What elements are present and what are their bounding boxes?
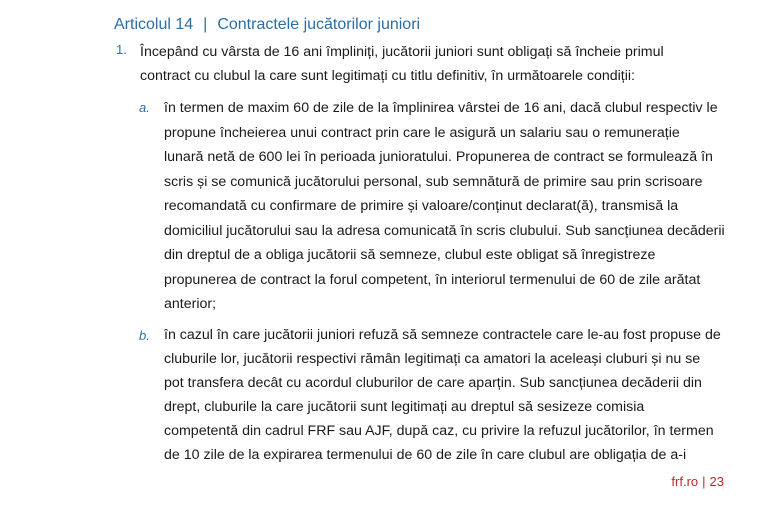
paragraph-number-1: 1. xyxy=(116,42,127,57)
text-line: în termen de maxim 60 de zile de la împlinirea vârstei de 16 ani, dacă clubul respectiv le xyxy=(164,100,718,116)
text-line: contract cu clubul la care sunt legitimați cu titlu definitiv, în următoarele condiții: xyxy=(140,68,635,84)
text-line: scris și se comunică jucătorului personal, sub semnătură de primire sau prin scrisoare xyxy=(164,173,703,190)
subparagraph-letter-a: a. xyxy=(139,100,150,115)
text-line: recomandată cu confirmare de primire și valoare/conținut declarat(ă), transmisă la xyxy=(164,198,679,214)
footer-separator: | xyxy=(702,474,706,489)
subparagraph-b-text xyxy=(164,323,754,467)
text-line: drept, cluburile la care jucătorii sunt legitimați au dreptul să sesizeze comisia xyxy=(164,399,645,415)
paragraph-1-text xyxy=(140,40,750,88)
subparagraph-letter-b: b. xyxy=(139,328,150,343)
text-line: cluburile lor, jucătorii respectivi rămân legitimați ca amatori la aceleași cluburi și nu se xyxy=(164,351,701,367)
subparagraph-a-text xyxy=(164,96,754,317)
text-line: din dreptul de a obliga jucătorii să semneze, clubul este obligat să înregistreze xyxy=(164,247,656,263)
text-line: domiciliul jucătorului sau la adresa comunicată în scris clubului. Sub sancțiunea decăderii xyxy=(164,222,725,239)
text-line: competentă din cadrul FRF sau AJF, după caz, cu privire la refuzul jucătorilor, în termen xyxy=(164,423,714,439)
text-line: lunară netă de 600 lei în perioada junioratului. Propunerea de contract se formulează în xyxy=(164,149,713,165)
text-line: propunerea de contract la forul competent, în interiorul termenului de 60 de zile arătat xyxy=(164,271,701,288)
text-line: de 10 zile de la expirarea termenului de 60 de zile în care clubul are obligația de a-i xyxy=(164,447,687,463)
footer-site-link[interactable]: frf.ro xyxy=(671,474,699,489)
page-number: 23 xyxy=(709,474,724,489)
text-line: în cazul în care jucătorii juniori refuză să semneze contractele care le-au fost propuse de xyxy=(164,327,721,343)
article-heading xyxy=(114,16,420,34)
text-line: propune încheierea unui contract prin care le asigură un salariu sau o remunerație xyxy=(164,124,680,141)
text-line: anterior; xyxy=(164,296,217,312)
text-line: Începând cu vârsta de 16 ani împliniți, jucătorii juniori sunt obligați să încheie primul xyxy=(140,44,664,60)
heading-separator: | xyxy=(203,16,208,33)
article-number: Articolul 14 xyxy=(114,16,194,33)
article-title: Contractele jucătorilor juniori xyxy=(217,16,421,33)
page-footer xyxy=(671,474,724,489)
text-line: pot transfera decât cu acordul cluburilor de care aparțin. Sub sancțiunea decăderii din xyxy=(164,375,702,391)
